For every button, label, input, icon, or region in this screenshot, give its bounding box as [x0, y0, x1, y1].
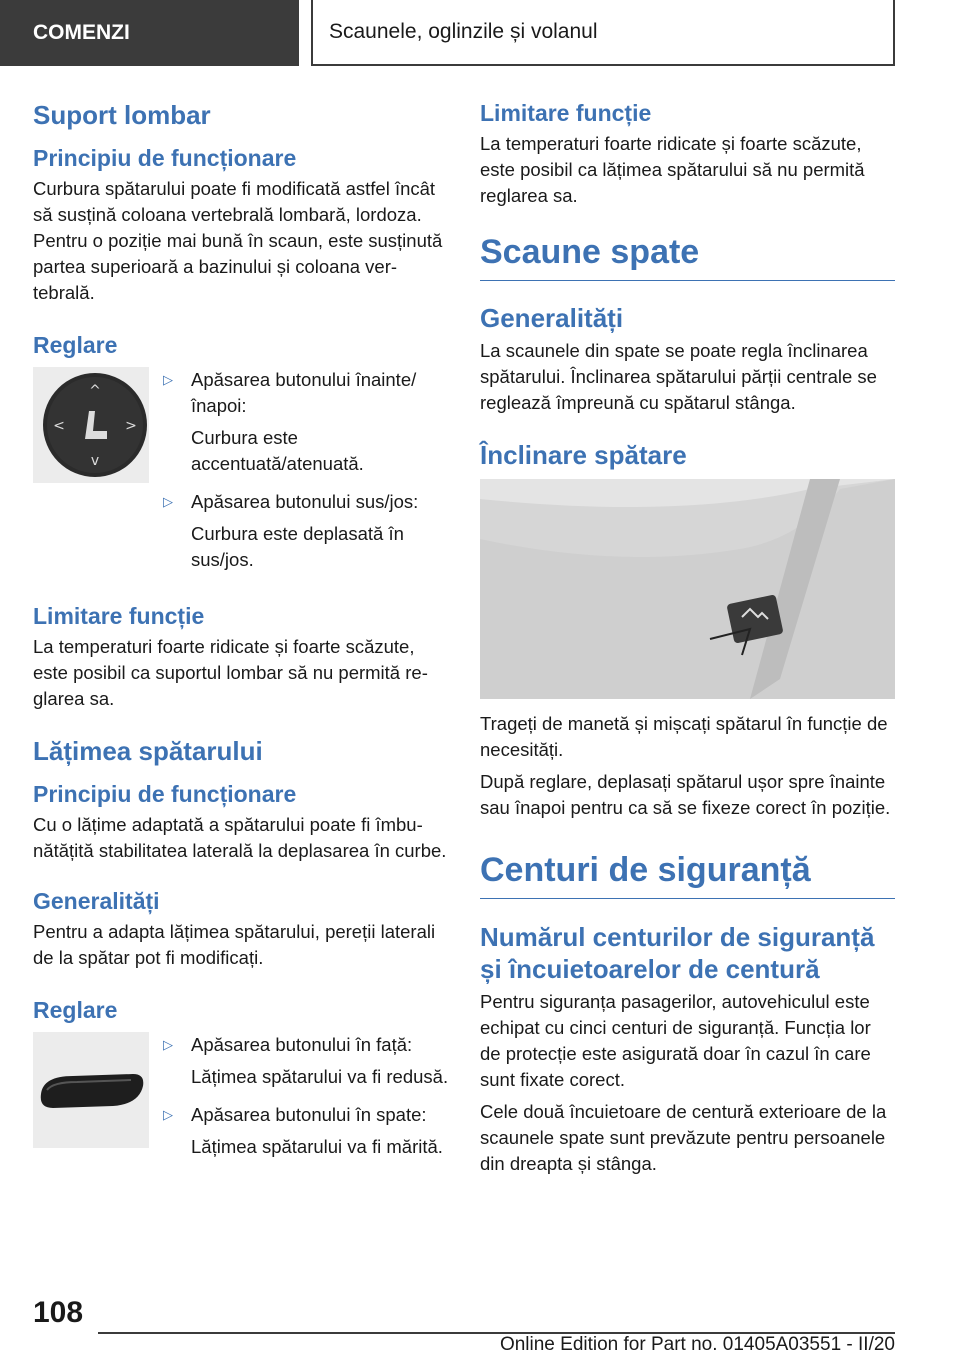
paragraph-generalitati-1: Pentru a adapta lățimea spătarului, pereții laterali de la spătar pot fi modificați.: [33, 921, 436, 968]
paragraph-inclinare-1: Trageți de manetă și mișcați spătarul în funcție de necesități.: [480, 713, 888, 760]
paragraph-inclinare-2: După reglare, deplasați spătarul ușor spre înainte sau înapoi pentru ca să se fixeze corect în poziție.: [480, 771, 891, 818]
triangle-right-icon: ▷: [163, 494, 173, 509]
bullet-action: Apăsarea butonului sus/jos:: [191, 491, 419, 512]
bullet-action: Apăsarea butonului în față:: [191, 1034, 413, 1055]
paragraph-principiu-2: Cu o lățime adaptată a spătarului poate fi îmbunătățită stabilitatea laterală la deplasarea în curbe.: [33, 814, 447, 861]
bullet-action: Apăsarea butonului înainte/înapoi:: [191, 369, 417, 416]
heading-generalitati-1: Generalități: [33, 888, 160, 914]
heading-inclinare-spatare: Înclinare spătare: [480, 440, 687, 470]
bullet-result: Lățimea spătarului va fi redusă.: [191, 1066, 449, 1087]
heading-principiu-2: Principiu de funcționare: [33, 781, 297, 807]
reglare-1-list: [163, 367, 451, 573]
heading-reglare-1: Reglare: [33, 332, 118, 358]
triangle-right-icon: ▷: [163, 372, 173, 387]
heading-suport-lombar: Suport lombar: [33, 100, 211, 130]
heading-principiu-1: Principiu de funcționare: [33, 145, 297, 171]
list-item: [163, 489, 451, 515]
right-column: [480, 100, 895, 1177]
list-item: [163, 1102, 451, 1128]
paragraph-limitare-1: La temperaturi foarte ridicate și foarte scăzute, este posibil ca suportul lombar să nu permită reglarea sa.: [33, 636, 428, 709]
header-chapter-label: Scaunele, oglinzile și volanul: [329, 20, 598, 43]
list-item: [163, 1032, 451, 1058]
rear-seat-lever-image: [480, 479, 895, 699]
header-section-tab: [0, 0, 299, 66]
reglare-2-block: [33, 1032, 451, 1160]
edition-text: Online Edition for Part no. 01405A03551 - II/20: [499, 1334, 895, 1355]
page-number: 108: [33, 1296, 84, 1329]
list-item: [163, 367, 451, 419]
left-column: [33, 100, 451, 1160]
svg-text:<: <: [53, 418, 65, 434]
bullet-action: Apăsarea butonului în spate:: [191, 1104, 427, 1125]
paragraph-numarul-1: Pentru siguranța pasagerilor, autovehiculul este echipat cu cinci centuri de siguranță. Funcția lor de protecție este asigurată doar în cazul în care sunt fixate corect.: [480, 991, 871, 1090]
heading-limitare-1: Limitare funcție: [33, 603, 205, 629]
header-section-label: COMENZI: [33, 21, 130, 44]
svg-text:>: >: [125, 418, 137, 434]
heading-latimea-spatarului: Lățimea spătarului: [33, 736, 263, 766]
paragraph-limitare-2: La temperaturi foarte ridicate și foarte scăzute, este posibil ca lățimea spătarului să nu permită reglarea sa.: [480, 133, 865, 206]
paragraph-numarul-2: Cele două încuietoare de centură exterioare de la scaunele spate sunt prevăzute pentru persoanele din dreapta și stânga.: [480, 1101, 887, 1174]
header-chapter-tab: [311, 0, 895, 66]
heading-numarul-centurilor: Numărul centurilor de siguranță și încuietoarelor de centură: [480, 922, 875, 984]
heading-generalitati-2: Generalități: [480, 303, 624, 333]
heading-reglare-2: Reglare: [33, 997, 118, 1023]
paragraph-generalitati-2: La scaunele din spate se poate regla înclinarea spătarului. Înclinarea spătarului părții centrale se reglează împreună cu spătarul stânga.: [480, 340, 877, 413]
triangle-right-icon: ▷: [163, 1107, 173, 1122]
svg-text:^: ^: [89, 383, 101, 399]
reglare-2-list: [163, 1032, 451, 1160]
triangle-right-icon: ▷: [163, 1037, 173, 1052]
width-control-image: [33, 1032, 149, 1148]
heading-limitare-2: Limitare funcție: [480, 100, 652, 126]
svg-text:v: v: [90, 453, 100, 469]
bullet-result: Curbura este deplasată în sus/jos.: [191, 523, 404, 570]
heading-centuri-siguranta: Centuri de siguranță: [480, 851, 895, 899]
paragraph-principiu-1: Curbura spătarului poate fi modificată astfel încât să susțină coloana vertebrală lombară, lordoza. Pentru o poziție mai bună în scaun, este susținută partea superioară a bazinului și coloana vertebrală.: [33, 178, 443, 303]
bullet-result: Curbura este accentuată/atenuată.: [191, 427, 364, 474]
bullet-result: Lățimea spătarului va fi mărită.: [191, 1136, 443, 1157]
lumbar-control-image: [33, 367, 149, 483]
reglare-1-block: [33, 367, 451, 573]
heading-scaune-spate: Scaune spate: [480, 233, 895, 281]
